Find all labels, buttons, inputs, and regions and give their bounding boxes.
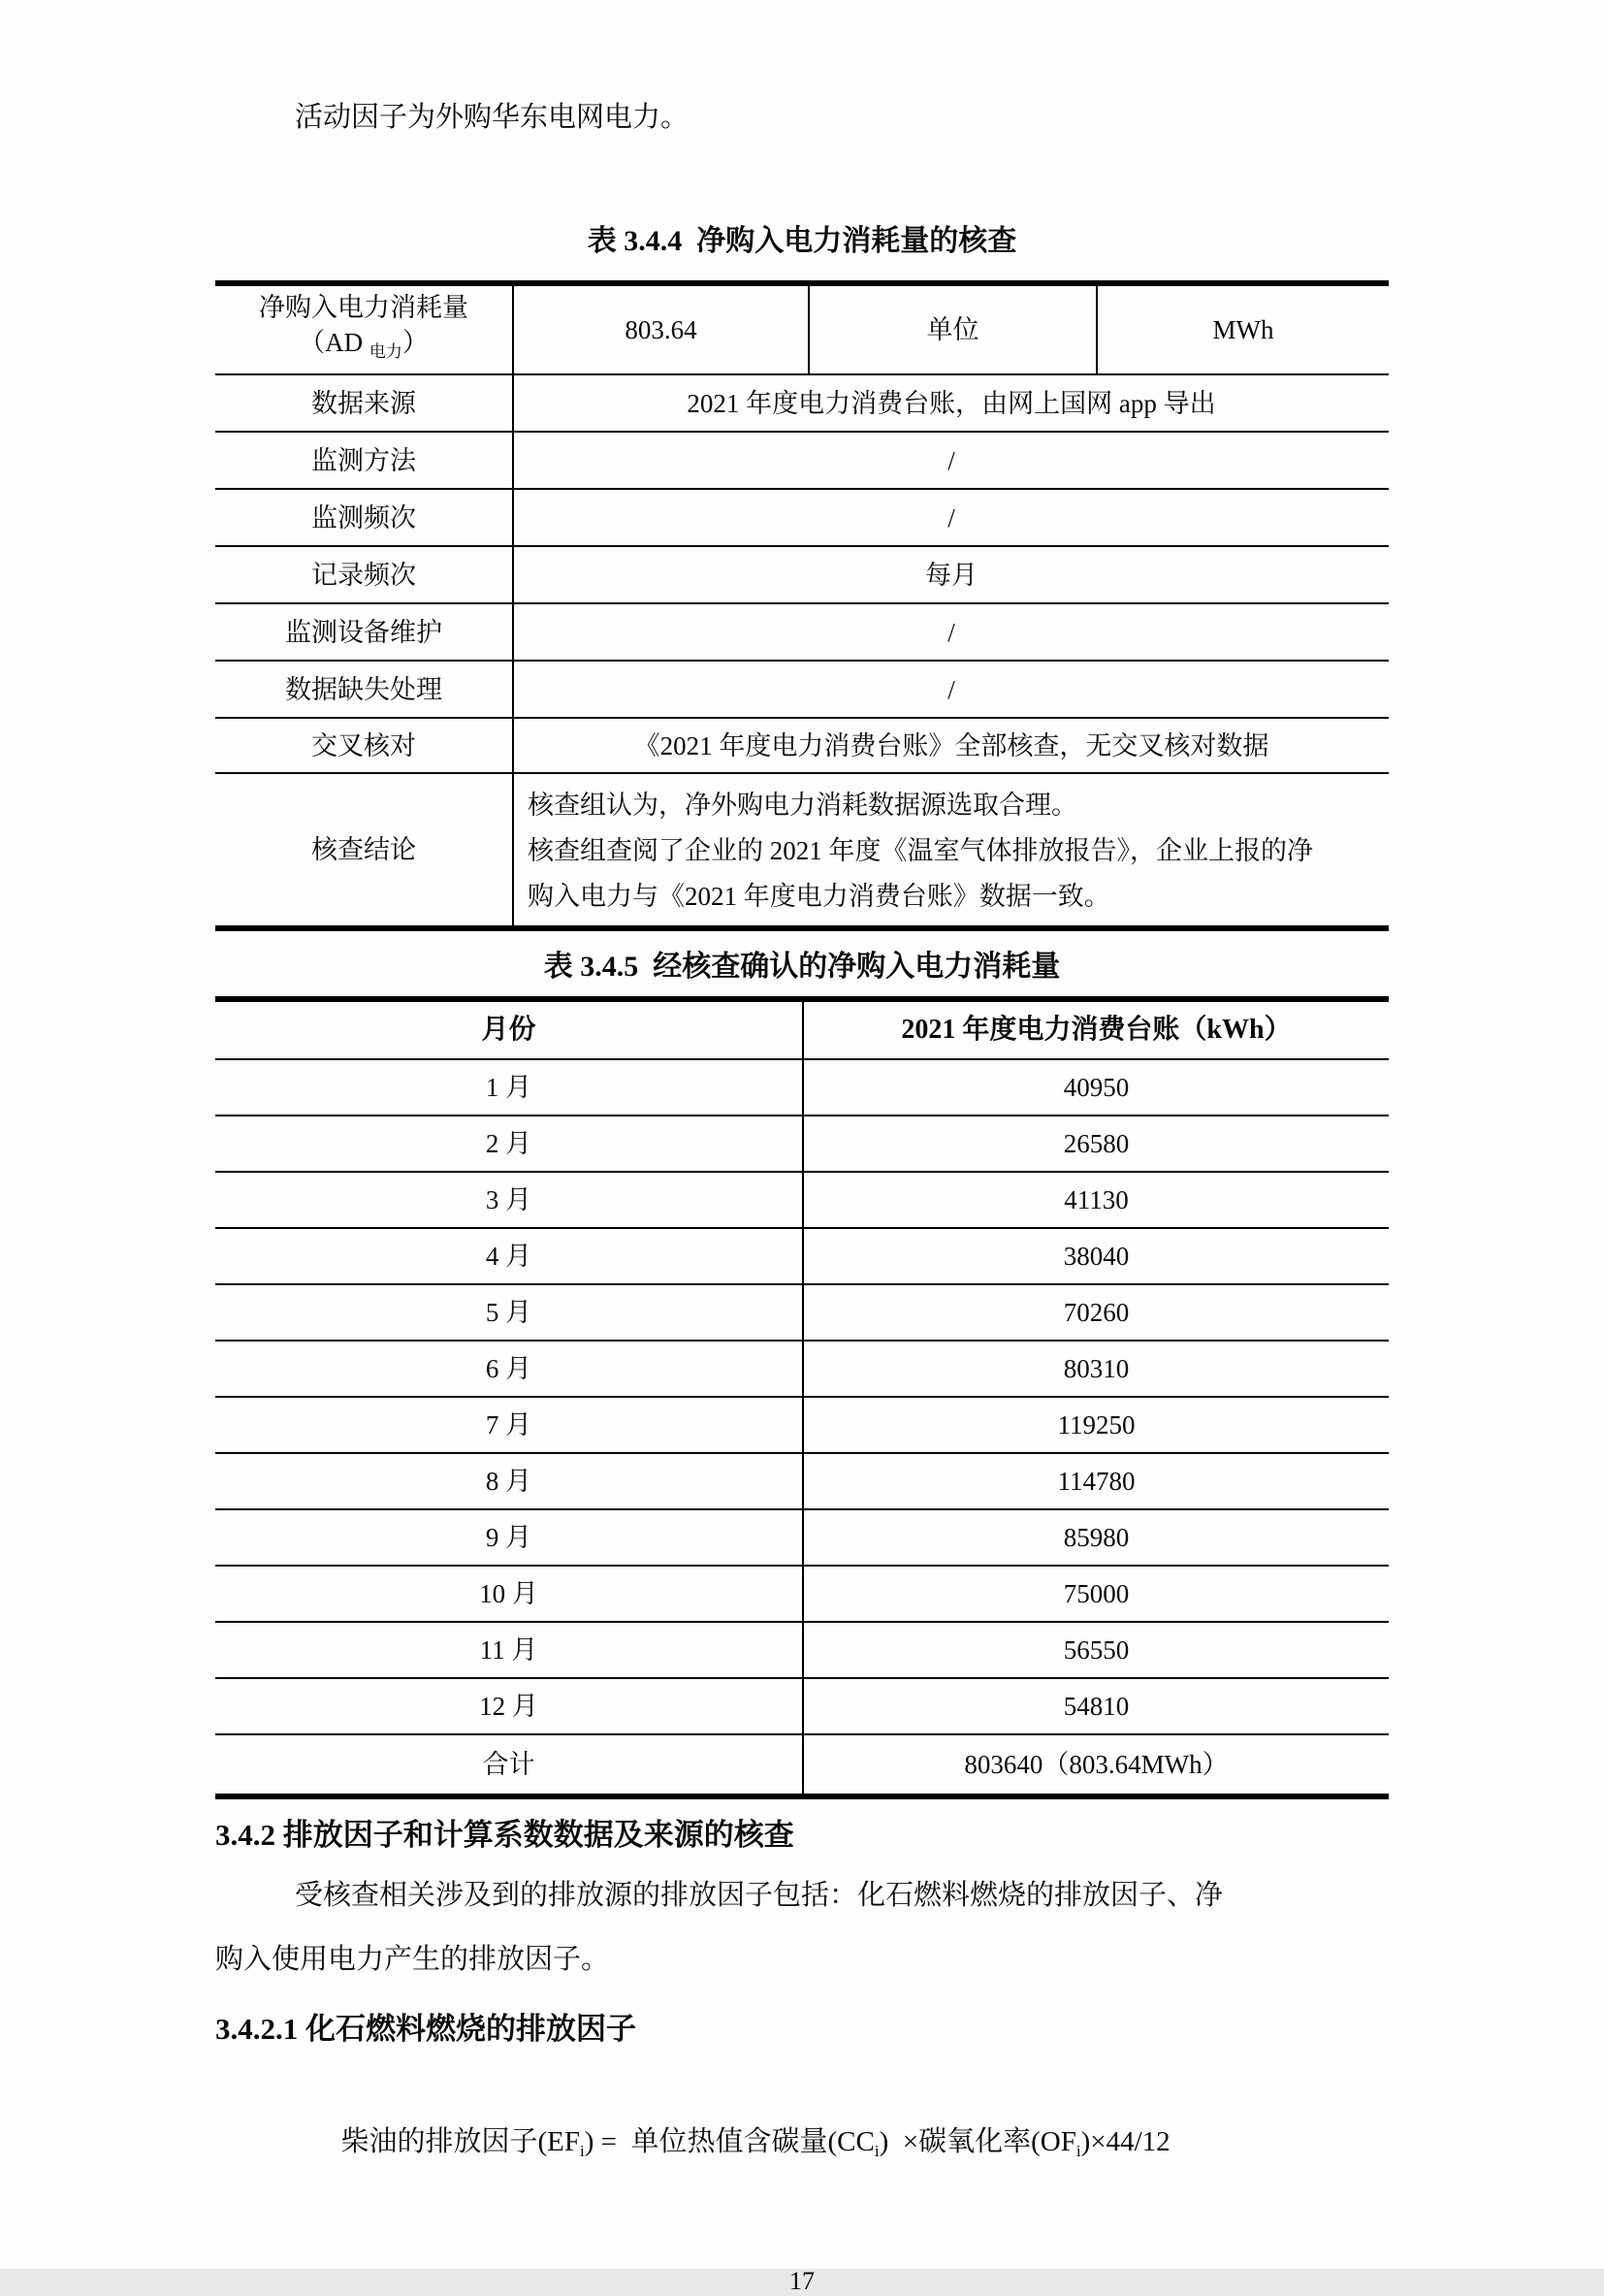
total-row (215, 1734, 1389, 1796)
table-row (215, 1678, 1389, 1734)
formula-seg1: 柴油的排放因子(EF (340, 2126, 581, 2157)
row-value-cell: 《2021 年度电力消费台账》全部核查，无交叉核对数据 (513, 718, 1389, 773)
ad-power-label-cell (215, 283, 513, 374)
row-label-cell: 监测设备维护 (215, 603, 513, 661)
row-value-cell: / (513, 603, 1389, 661)
month-cell: 7 月 (215, 1397, 803, 1453)
diesel-emission-factor-formula (215, 2075, 1389, 2218)
table-row (215, 1172, 1389, 1228)
month-cell: 8 月 (215, 1453, 803, 1509)
section-3421-heading: 3.4.2.1 化石燃料燃烧的排放因子 (215, 2012, 636, 2046)
month-cell: 6 月 (215, 1341, 803, 1397)
ad-power-subscript: 电力 (369, 342, 402, 361)
ad-power-label-pre: （AD (299, 328, 369, 357)
table-345 (215, 996, 1389, 1799)
row-label-cell: 记录频次 (215, 546, 513, 603)
month-cell: 9 月 (215, 1509, 803, 1566)
section-342-heading: 3.4.2 排放因子和计算系数数据及来源的核查 (215, 1818, 794, 1852)
row-value-cell: / (513, 661, 1389, 718)
month-cell: 3 月 (215, 1172, 803, 1228)
table-row (215, 1397, 1389, 1453)
month-cell: 10 月 (215, 1566, 803, 1622)
table-row (215, 1228, 1389, 1284)
kwh-cell: 26580 (803, 1116, 1389, 1172)
table-row (215, 1341, 1389, 1397)
month-header-cell: 月份 (215, 999, 803, 1059)
conclusion-line-2: 核查组查阅了企业的 2021 年度《温室气体排放报告》，企业上报的净 (528, 835, 1313, 865)
page-number: 17 (789, 2267, 815, 2295)
row-label-cell: 数据缺失处理 (215, 661, 513, 718)
table-row (215, 489, 1389, 546)
month-cell: 4 月 (215, 1228, 803, 1284)
unit-value-cell: MWh (1097, 283, 1389, 374)
table-row (215, 1509, 1389, 1566)
ad-power-label-post: ） (401, 328, 429, 357)
kwh-cell: 119250 (803, 1397, 1389, 1453)
kwh-cell: 85980 (803, 1509, 1389, 1566)
formula-seg2: ) = 单位热值含碳量(CC (584, 2126, 875, 2157)
row-label-cell: 监测频次 (215, 489, 513, 546)
row-label-cell: 监测方法 (215, 432, 513, 489)
formula-seg4: )×44/12 (1080, 2126, 1171, 2157)
row-label-cell: 交叉核对 (215, 718, 513, 773)
ad-power-value-cell: 803.64 (513, 283, 809, 374)
kwh-cell: 114780 (803, 1453, 1389, 1509)
conclusion-text-cell (513, 773, 1389, 928)
section-342-paragraph-line1: 受核查相关涉及到的排放源的排放因子包括：化石燃料燃烧的排放因子、净 (295, 1880, 1224, 1911)
conclusion-label-cell: 核查结论 (215, 773, 513, 928)
section-342-paragraph-line2: 购入使用电力产生的排放因子。 (215, 1944, 610, 1975)
page-content (215, 0, 1389, 2296)
table-row (215, 1284, 1389, 1341)
month-cell: 1 月 (215, 1059, 803, 1116)
table-row (215, 1566, 1389, 1622)
formula-sub2: i (874, 2142, 880, 2160)
kwh-cell: 75000 (803, 1566, 1389, 1622)
formula-seg3: ) ×碳氧化率(OF (879, 2126, 1076, 2157)
table-row (215, 1622, 1389, 1678)
kwh-cell: 41130 (803, 1172, 1389, 1228)
row-value-cell: 2021 年度电力消费台账，由网上国网 app 导出 (513, 374, 1389, 432)
table-row (215, 661, 1389, 718)
month-cell: 5 月 (215, 1284, 803, 1341)
kwh-cell: 56550 (803, 1622, 1389, 1678)
table-row (215, 283, 1389, 374)
kwh-cell: 40950 (803, 1059, 1389, 1116)
table-header-row (215, 999, 1389, 1059)
total-value-cell: 803640（803.64MWh） (964, 1750, 1229, 1779)
row-label-cell: 数据来源 (215, 374, 513, 432)
ad-power-label-line1: 净购入电力消耗量 (259, 293, 468, 322)
conclusion-line-1: 核查组认为，净外购电力消耗数据源选取合理。 (528, 790, 1077, 820)
intro-paragraph: 活动因子为外购华东电网电力。 (295, 102, 690, 133)
table-row (215, 374, 1389, 432)
table-row (215, 1059, 1389, 1116)
formula-sub1: i (580, 2142, 585, 2160)
month-cell: 11 月 (215, 1622, 803, 1678)
table-344 (215, 280, 1389, 931)
month-cell: 2 月 (215, 1116, 803, 1172)
kwh-cell: 38040 (803, 1228, 1389, 1284)
table-row (215, 773, 1389, 928)
table-row (215, 1116, 1389, 1172)
table-row (215, 718, 1389, 773)
kwh-cell: 80310 (803, 1341, 1389, 1397)
value-header-cell: 2021 年度电力消费台账（kWh） (803, 999, 1389, 1059)
table-row (215, 432, 1389, 489)
table-row (215, 1453, 1389, 1509)
conclusion-line-3: 购入电力与《2021 年度电力消费台账》数据一致。 (528, 881, 1110, 911)
table-344-title: 表 3.4.4 净购入电力消耗量的核查 (587, 225, 1017, 257)
table-row (215, 603, 1389, 661)
unit-label-cell: 单位 (809, 283, 1097, 374)
table-row (215, 546, 1389, 603)
month-cell: 12 月 (215, 1678, 803, 1734)
row-value-cell: 每月 (513, 546, 1389, 603)
formula-sub3: i (1075, 2142, 1081, 2160)
row-value-cell: / (513, 432, 1389, 489)
table-345-title: 表 3.4.5 经核查确认的净购入电力消耗量 (543, 951, 1061, 983)
total-label-cell: 合计 (215, 1734, 803, 1796)
kwh-cell: 70260 (803, 1284, 1389, 1341)
kwh-cell: 54810 (803, 1678, 1389, 1734)
row-value-cell: / (513, 489, 1389, 546)
